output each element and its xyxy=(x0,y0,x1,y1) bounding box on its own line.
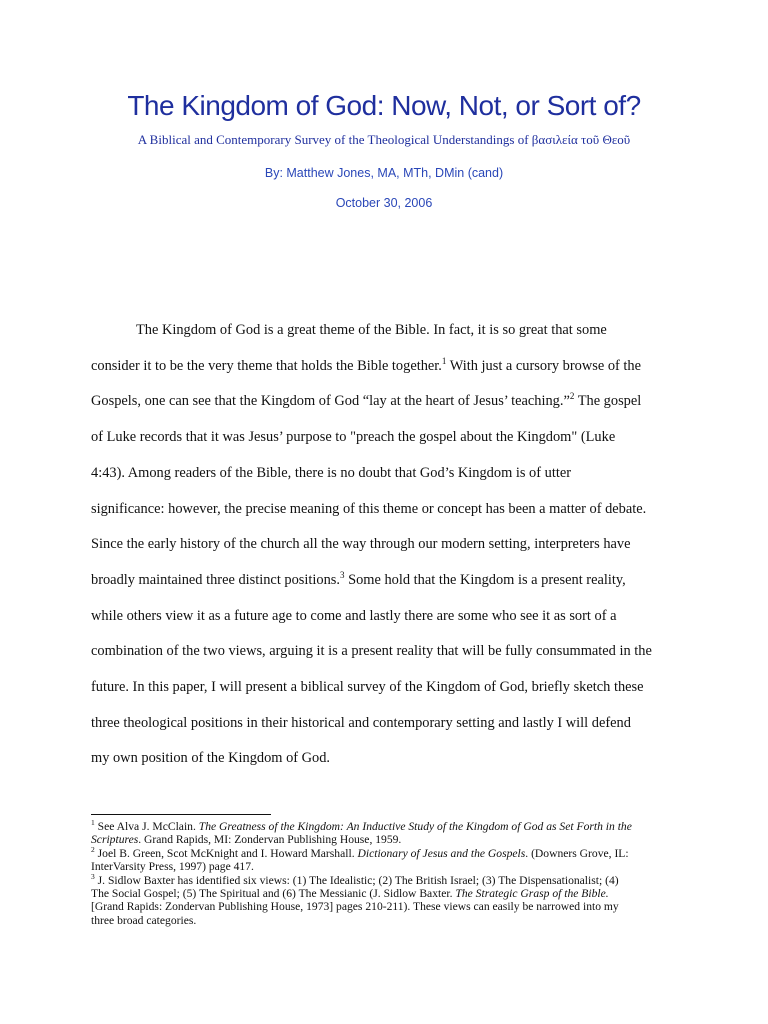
footnote-2-cont: InterVarsity Press, 1997) page 417. xyxy=(91,860,254,874)
body-line: of Luke records that it was Jesus’ purpose to "preach the gospel about the Kingdom" (Luke xyxy=(91,429,616,446)
footnote-3-cont: [Grand Rapids: Zondervan Publishing House, 1973] pages 210-211). These views can easily be narrowed into my xyxy=(91,900,619,914)
body-line: consider it to be the very theme that holds the Bible together.$^1$ With just a cursory browse of the xyxy=(91,355,641,374)
footnote-ref-2[interactable]: 2 xyxy=(569,391,575,402)
footnote-1-cont: Scriptures. Grand Rapids, MI: Zondervan Publishing House, 1959. xyxy=(91,833,402,847)
footnote-3: $^3$ J. Sidlow Baxter has identified six views: (1) The Idealistic; (2) The British Israel; (3) The Dispensationalist; (4) xyxy=(91,871,619,887)
body-line: combination of the two views, arguing it is a present reality that will be fully consummated in the xyxy=(91,643,652,660)
footnote-3-cont: three broad categories. xyxy=(91,913,197,927)
page-subtitle: A Biblical and Contemporary Survey of the Theological Understandings of βασιλεία τοῦ Θεοῦ xyxy=(137,132,631,147)
footnote-2: $^2$ Joel B. Green, Scot McKnight and I. Howard Marshall. Dictionary of Jesus and the Gospels. (Downers Grove, IL: xyxy=(91,844,629,860)
body-line: Gospels, one can see that the Kingdom of God “lay at the heart of Jesus’ teaching.”$^2$ The gospel xyxy=(91,391,642,410)
body-line: Since the early history of the church all the way through our modern setting, interpreters have xyxy=(91,536,631,553)
footnote-ref-3[interactable]: 3 xyxy=(340,570,345,581)
footnotes xyxy=(91,820,691,927)
footnote-3-cont: The Social Gospel; (5) The Spiritual and (6) The Messianic (J. Sidlow Baxter. The Strategic Grasp of the Bible. xyxy=(91,887,609,901)
body-line: my own position of the Kingdom of God. xyxy=(91,750,331,767)
footnote-1: $^1$ See Alva J. McClain. The Greatness of the Kingdom: An Inductive Study of the Kingdom of God as Set Forth in the xyxy=(91,818,632,833)
page-title: The Kingdom of God: Now, Not, or Sort of? xyxy=(127,90,641,121)
body-line: significance: however, the precise meaning of this theme or concept has been a matter of debate. xyxy=(91,500,647,517)
body-line: future. In this paper, I will present a biblical survey of the Kingdom of God, briefly sketch these xyxy=(91,679,644,696)
body-line: broadly maintained three distinct positions.$^3$ Some hold that the Kingdom is a present reality, xyxy=(91,570,626,588)
body-line: three theological positions in their historical and contemporary setting and lastly I will defend xyxy=(91,714,631,731)
body-line: 4:43). Among readers of the Bible, there is no doubt that God’s Kingdom is of utter xyxy=(91,464,572,481)
body-paragraph xyxy=(91,313,681,777)
document-date: October 30, 2006 xyxy=(335,196,433,210)
author-byline: By: Matthew Jones, MA, MTh, DMin (cand) xyxy=(264,166,504,180)
body-line: The Kingdom of God is a great theme of the Bible. In fact, it is so great that some xyxy=(136,322,607,338)
footnote-ref-1[interactable]: 1 xyxy=(441,355,447,366)
body-line: while others view it as a future age to come and lastly there are some who see it as sort of a xyxy=(91,607,617,624)
footnote-divider xyxy=(91,814,271,815)
